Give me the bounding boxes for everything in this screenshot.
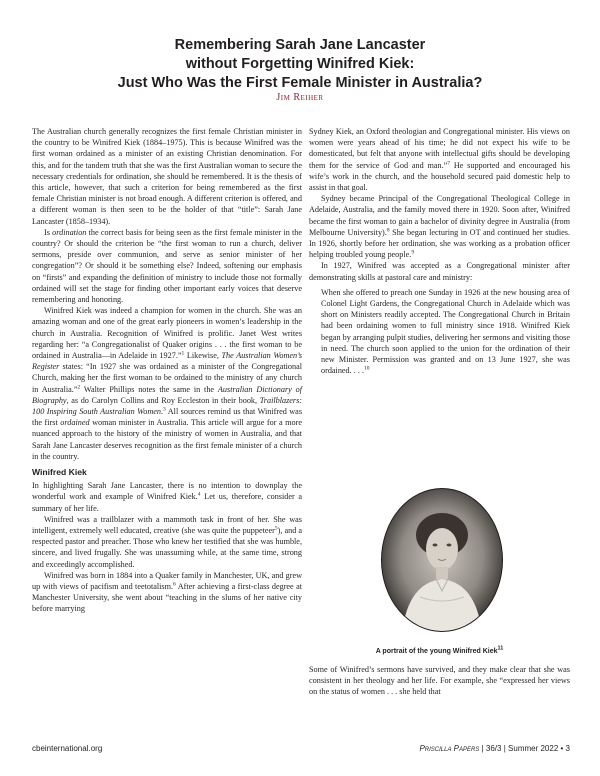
portrait-image [380, 487, 504, 633]
text-run: She began lecturing in OT and continued her studies. In 1926, shortly before her ordination, she was working as a probation officer helping troubled young people. [309, 227, 571, 260]
paragraph-1927: In 1927, Winifred was accepted as a Congregational minister after demonstrating skills at pastoral care and ministry: [309, 261, 570, 282]
footnote-ref: 4 [197, 491, 201, 498]
text-run: He supported and encouraged his wife’s work in the church, and the household secured paid domestic help to assist in that goal. [309, 160, 570, 193]
text-run: After achieving a first-class degree at Manchester University, she went about “teaching in the slums of her native city before marrying [32, 581, 302, 614]
text-run: the correct basis for being seen as the first female minister in the country? Or should the criterion be “the first woman to run a church, deliver sermons, preside over communion, and serve as senior minister of her congregation”? Or should it be something else? Indeed, softening our emphasis on “firsts” and expanding the definition of ministry to include those not formally ordained will set the stage for finding other important early voices that deserve remembering and honoring. [32, 227, 302, 305]
footnote-ref: 3 [163, 406, 166, 413]
footnote-ref: 5 [274, 525, 278, 532]
title-line-3: Just Who Was the First Female Minister in Australia? [117, 75, 483, 91]
paragraph-sermons: Some of Winifred’s sermons have survived, and they make clear that she was consistent in her theology and her life. For example, she “expressed her views on the status of women . . . she held that [309, 665, 570, 697]
footer-separator: | [503, 744, 509, 753]
paragraph-intro: The Australian church generally recognizes the first female Christian minister in the country to be Winifred Kiek (1884–1975). This is because Winifred was the first woman ordained as a minister of an existing Christian denomination. For this, and for the tandem truth that she was the first Australian woman to secure the necessary credentials for ordination, she should be remembered. It is the thesis of this article, however, that such a criterion for being remembered as the first female Christian minister is not broad enough. A different criterion is offered, and a different woman is then seen to be the holder of that “title”: Sarah Jane Lancaster (1858–1934). [32, 127, 302, 226]
author-name: Jim Reiher [276, 92, 324, 103]
page-number: 3 [565, 744, 570, 753]
left-column [32, 126, 302, 615]
emphasis-text: ordination [52, 227, 87, 237]
emphasis-text: The Australian Women’s Register [32, 351, 303, 372]
text-run: All sources remind us that Winifred was the first [32, 407, 302, 428]
text-run: . [160, 407, 164, 417]
emphasis-text: Australian Dictionary of Biography [32, 384, 302, 405]
caption-text: A portrait of the young Winifred Kiek [375, 648, 498, 655]
footnote-ref: 9 [411, 249, 415, 256]
footer-separator: | [481, 744, 486, 753]
right-column-continued [309, 664, 570, 698]
footnote-ref: 8 [386, 227, 390, 234]
text-run: , as do Carolyn Collins and Roy Eccleston in their book, [66, 395, 260, 405]
text-run: woman minister in Australia. This article will argue for a more nuanced approach to the history of the ministry of women in Australia, and that Sarah Jane Lancaster deserves recognition as the first female minister of a church in the country. [32, 418, 303, 461]
paragraph-sydney [309, 126, 570, 193]
footer-dot: • [560, 744, 566, 753]
paragraph-born [32, 570, 302, 615]
text-run: ), and a respected pastor and preacher. Those who knew her testified that she was humble, sincere, and lived frugally. She was unassuming while, at the same time, strong and exceedingly accomplished. [32, 525, 302, 569]
text-run: Likewise, [184, 351, 222, 361]
paragraph-highlighting [32, 480, 302, 514]
text-run: Let us, therefore, consider a summary of her life. [32, 492, 302, 513]
paragraph-recognition [32, 305, 302, 462]
issue-number: 36/3 [485, 744, 502, 753]
emphasis-text: Trailblazers: 100 Inspiring South Australian Women [32, 395, 302, 417]
text-run: states: “In 1927 she was ordained as a minister of the Congregational Church, making her the first woman to be ordained to the ministry of any church in Australia.” [32, 362, 302, 394]
title-line-1: Remembering Sarah Jane Lancaster [174, 37, 426, 53]
footnote-ref: 2 [77, 383, 81, 390]
text-run: Walter Phillips notes the same in the [80, 384, 218, 394]
text-run: Winifred was a trailblazer with a mammoth task in front of her. She was intelligent, extremely well educated, creative (she was quite the puppeteer [32, 514, 302, 535]
footnote-ref: 6 [173, 581, 176, 588]
article-title [40, 36, 560, 93]
text-run: In highlighting Sarah Jane Lancaster, there is no intention to downplay the wonderful work and example of Winifred Kiek. [32, 481, 302, 502]
text-run: Is [44, 227, 53, 237]
figure-caption [309, 645, 570, 655]
text-run: Winifred Kiek was indeed a champion for women in the church. She was an amazing woman and one of the great early pioneers in women’s leadership in the church in Australia. Recognition of Winifred is prolific. Janet West writes regarding her: “a Congregationalist of Quaker origins . . . the first woman to be ordained in Australia—in Adelaide in 1927.” [32, 306, 302, 361]
block-quote [321, 287, 570, 377]
text-run: When she offered to preach one Sunday in 1926 at the new housing area of Colonel Light Gardens, the Congregational Church in Adelaide which was short on Ministers readily accepted. The Congregational Church in Britain had been ordaining women to full ministry since 1918. Winifred Kiek began by arranging pulpit studies, delivering her sermons and visiting those in need. The church soon applied to the union for the ordination of their new Minister. Permission was granted and on 13 June 1927, she was ordained. . . . [321, 287, 570, 376]
footnote-ref: 7 [447, 159, 451, 166]
title-line-2: without Forgetting Winifred Kiek: [185, 56, 415, 72]
section-heading: Winifred Kiek [32, 467, 87, 478]
journal-name: Priscilla Papers [419, 744, 480, 753]
text-run: Sydney Kiek, an Oxford theologian and Congregational minister. His views on women were years ahead of his time; he did not expect his wife to be domesticated, but felt that anyone with intellectual gifts should be developing them for the service of God and man.” [309, 127, 570, 170]
emphasis-text: ordained [60, 418, 90, 428]
right-column [309, 126, 570, 376]
text-run: Sydney became Principal of the Congregational Theological College in Adelaide, Australia, and the family moved there in 1920. Soon after, Winifred became the first woman to gain a bachelor of divinity degree in Australia (from Melbourne University). [309, 194, 570, 237]
paragraph-ordination [32, 227, 302, 305]
paragraph-principal [309, 193, 570, 260]
paragraph-trailblazer [32, 514, 302, 570]
portrait-photo [380, 487, 504, 633]
text-run: Winifred was born in 1884 into a Quaker family in Manchester, UK, and grew up with views of pacifism and teetotalism. [32, 570, 302, 591]
footer-journal-info [419, 744, 570, 753]
footnote-ref: 10 [363, 365, 370, 372]
footnote-ref: 1 [181, 350, 185, 357]
footnote-ref: 11 [497, 645, 504, 652]
issue-season: Summer 2022 [508, 744, 559, 753]
footer-website: cbeinternational.org [32, 744, 103, 753]
